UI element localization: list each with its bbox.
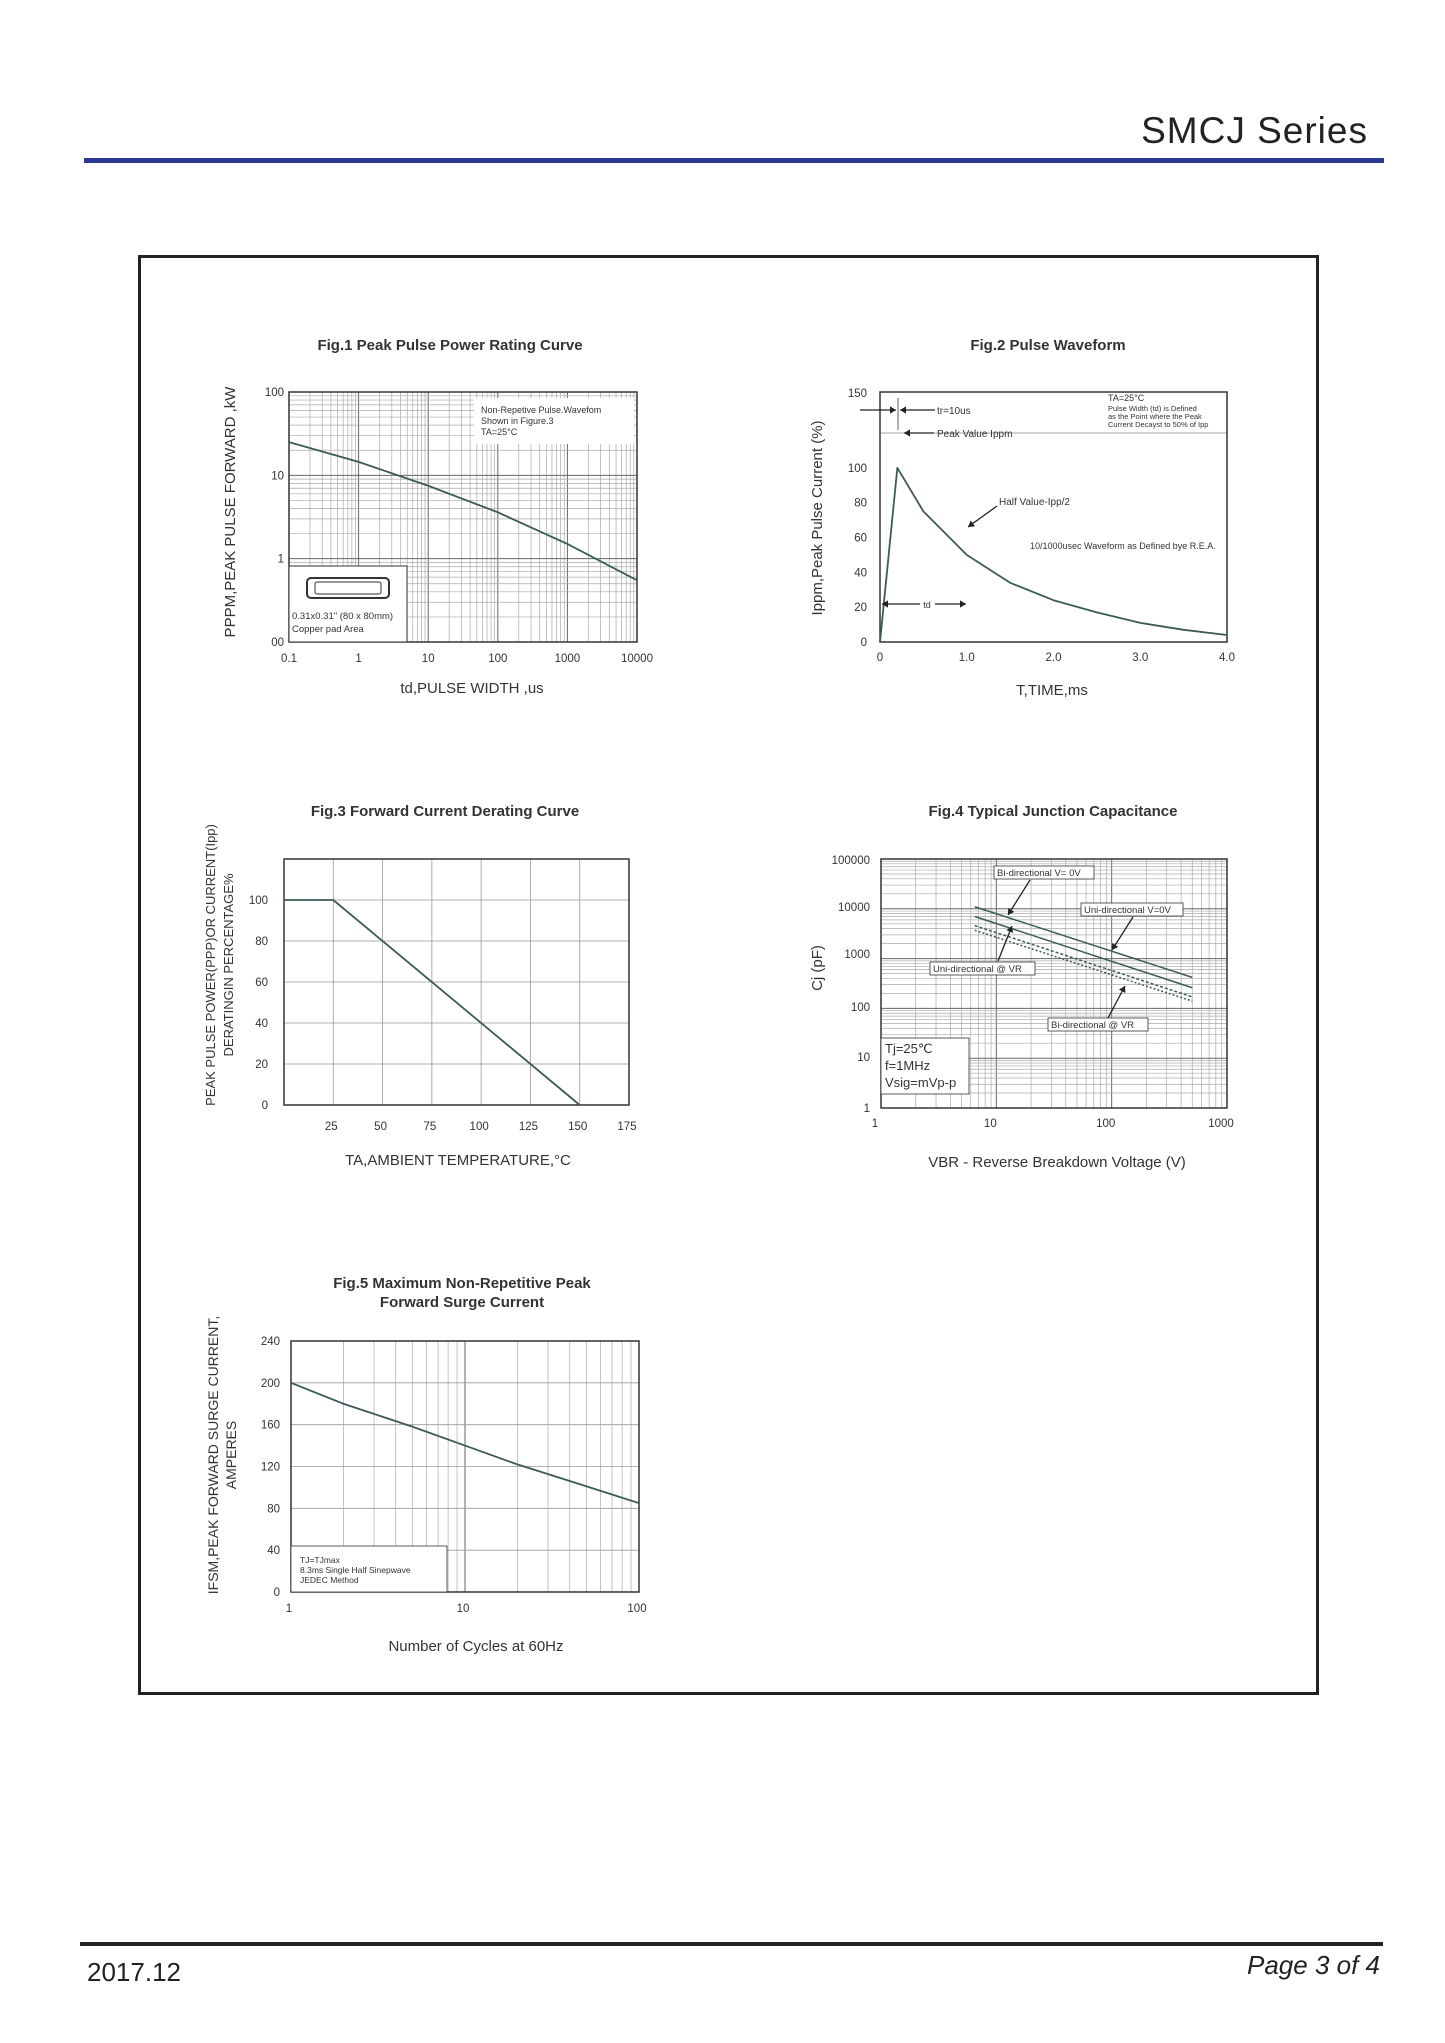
footer-date: 2017.12 bbox=[87, 1957, 181, 1987]
fig4-x-tick: 10 bbox=[983, 1118, 997, 1130]
fig5-annotation: 8.3ms Single Half Sinepwave bbox=[300, 1565, 411, 1575]
fig3-x-tick: 175 bbox=[617, 1121, 637, 1133]
plot-frame bbox=[880, 392, 1227, 642]
fig2-y-tick: 150 bbox=[847, 388, 867, 400]
fig4-annotation: f=1MHz bbox=[885, 1058, 931, 1073]
fig2-x-tick: 2.0 bbox=[1045, 652, 1062, 664]
page-number: Page 3 of 4 bbox=[1247, 1950, 1380, 1980]
fig4-y-label: Cj (pF) bbox=[809, 945, 826, 991]
fig5-title: Fig.5 Maximum Non-Repetitive Peak bbox=[333, 1275, 591, 1292]
fig4-legend-label: Bi-directional V= 0V bbox=[997, 868, 1081, 879]
fig3-y-tick: 40 bbox=[255, 1018, 268, 1030]
fig2-title: Fig.2 Pulse Waveform bbox=[970, 337, 1126, 354]
fig1-chart bbox=[222, 337, 653, 697]
fig1-annotation: Shown in Figure.3 bbox=[481, 416, 554, 426]
tr-arrow-left-head bbox=[890, 406, 896, 413]
fig4-title: Fig.4 Typical Junction Capacitance bbox=[928, 803, 1178, 820]
fig5-y-tick: 0 bbox=[273, 1587, 280, 1599]
fig4-y-tick: 10 bbox=[857, 1052, 870, 1064]
fig4-y-tick: 1 bbox=[863, 1103, 870, 1115]
fig4-series-line bbox=[975, 917, 1193, 988]
fig3-y-tick: 0 bbox=[261, 1100, 268, 1112]
fig2-annotation: tr=10us bbox=[937, 406, 971, 417]
fig5-y-label: AMPERES bbox=[223, 1420, 239, 1490]
fig3-title: Fig.3 Forward Current Derating Curve bbox=[310, 803, 580, 820]
fig5-y-tick: 160 bbox=[260, 1419, 280, 1432]
fig4-x-tick: 1000 bbox=[1208, 1118, 1234, 1130]
fig3-y-tick: 100 bbox=[248, 895, 268, 907]
fig1-x-tick: 1000 bbox=[554, 653, 581, 665]
fig5-x-tick: 10 bbox=[456, 1603, 470, 1615]
fig4-x-label: VBR - Reverse Breakdown Voltage (V) bbox=[928, 1154, 1186, 1171]
fig5-y-tick: 80 bbox=[267, 1503, 280, 1516]
fig5-title: Forward Surge Current bbox=[379, 1294, 545, 1311]
fig2-x-tick: 1.0 bbox=[958, 652, 975, 664]
tr-arrow-right-head bbox=[900, 406, 906, 413]
page-title: SMCJ Series bbox=[1141, 110, 1368, 151]
fig4-annotation: Tj=25℃ bbox=[885, 1041, 933, 1056]
fig5-y-tick: 40 bbox=[267, 1545, 280, 1558]
fig1-annotation: Non-Repetive Pulse.Wavefom bbox=[481, 405, 602, 415]
fig3-y-label: PEAK PULSE POWER(PPP)OR CURRENT(Ipp) bbox=[203, 824, 218, 1106]
footer-rule bbox=[80, 1942, 1383, 1946]
td-arrow-right-head bbox=[960, 600, 966, 607]
fig1-x-label: td,PULSE WIDTH ,us bbox=[400, 680, 544, 697]
fig1-annotation: TA=25°C bbox=[481, 427, 518, 437]
fig1-inset-label: Copper pad Area bbox=[292, 624, 364, 635]
fig3-y-tick: 80 bbox=[255, 936, 268, 948]
fig4-annotation: Vsig=mVp-p bbox=[885, 1075, 957, 1090]
fig1-inset-label: 0.31x0.31" (80 x 80mm) bbox=[292, 611, 394, 622]
fig5-x-tick: 100 bbox=[627, 1603, 647, 1615]
fig1-x-tick: 100 bbox=[488, 653, 508, 665]
fig3-x-tick: 150 bbox=[568, 1121, 588, 1133]
fig1-x-tick: 1 bbox=[355, 653, 362, 665]
fig4-y-tick: 100 bbox=[850, 1002, 870, 1014]
fig3-chart bbox=[203, 803, 637, 1169]
fig4-x-tick: 1 bbox=[871, 1118, 879, 1130]
fig5-annotation: JEDEC Method bbox=[300, 1575, 359, 1585]
fig2-x-tick: 3.0 bbox=[1132, 652, 1149, 664]
fig5-y-tick: 200 bbox=[260, 1377, 280, 1390]
fig2-y-tick: 20 bbox=[854, 602, 867, 615]
fig2-annotation: Current Decayst to 50% of Ipp bbox=[1108, 420, 1209, 429]
fig5-x-tick: 1 bbox=[285, 1603, 293, 1615]
copper-pad-icon bbox=[315, 582, 381, 594]
fig5-chart bbox=[205, 1275, 647, 1655]
fig2-annotation: Peak Value Ippm bbox=[937, 429, 1013, 440]
half-value-arrow-head bbox=[968, 521, 975, 527]
fig4-legend-label: Uni-directional V=0V bbox=[1084, 905, 1171, 916]
fig3-y-label: DERATINGIN PERCENTAGE% bbox=[221, 873, 236, 1057]
fig4-legend-label: Bi-directional @ VR bbox=[1051, 1020, 1135, 1031]
fig2-x-label: T,TIME,ms bbox=[1016, 682, 1088, 699]
peak-arrow-head bbox=[904, 429, 910, 436]
fig2-annotation: 10/1000usec Waveform as Defined bye R.E.A. bbox=[1030, 541, 1216, 551]
fig1-y-tick: 100 bbox=[264, 387, 284, 399]
fig3-x-tick: 75 bbox=[423, 1121, 437, 1133]
fig2-annotation: TA=25°C bbox=[1108, 393, 1145, 403]
fig5-y-label: IFSM,PEAK FORWARD SURGE CURRENT, bbox=[205, 1315, 221, 1595]
fig4-y-tick: 1000 bbox=[844, 949, 870, 961]
fig1-x-tick: 0.1 bbox=[281, 653, 297, 665]
fig1-y-tick: 10 bbox=[271, 470, 284, 483]
fig1-title: Fig.1 Peak Pulse Power Rating Curve bbox=[317, 337, 583, 354]
fig5-y-tick: 240 bbox=[260, 1336, 280, 1348]
fig3-x-label: TA,AMBIENT TEMPERATURE,°C bbox=[345, 1152, 571, 1169]
fig3-x-tick: 25 bbox=[324, 1121, 338, 1133]
fig4-y-tick: 10000 bbox=[838, 902, 870, 914]
fig1-series-line bbox=[289, 442, 637, 580]
fig3-y-tick: 60 bbox=[255, 977, 268, 989]
fig2-y-tick: 40 bbox=[854, 567, 867, 580]
fig2-chart bbox=[809, 337, 1235, 699]
fig2-y-tick: 80 bbox=[854, 497, 867, 510]
fig2-series-line bbox=[880, 468, 1227, 642]
fig2-x-tick: 4.0 bbox=[1219, 652, 1235, 664]
fig1-y-label: PPPM,PEAK PULSE FORWARD ,kW bbox=[222, 386, 239, 638]
fig5-annotation: TJ=TJmax bbox=[300, 1555, 340, 1565]
fig1-x-tick: 10000 bbox=[621, 653, 653, 665]
fig2-y-tick: 0 bbox=[860, 637, 867, 649]
fig2-annotation: Pulse Width (td) is Defined bbox=[1108, 404, 1197, 413]
fig2-annotation: as the Point where the Peak bbox=[1108, 412, 1202, 421]
fig3-x-tick: 125 bbox=[518, 1121, 539, 1133]
fig1-y-tick: 00 bbox=[271, 637, 284, 649]
fig1-x-tick: 10 bbox=[421, 653, 435, 665]
fig2-annotation: td bbox=[923, 600, 931, 610]
fig2-y-tick: 60 bbox=[854, 532, 867, 545]
fig1-y-tick: 1 bbox=[277, 553, 284, 566]
fig2-y-label: Ippm,Peak Pulse Current (%) bbox=[809, 420, 826, 616]
fig4-legend-label: Uni-directional @ VR bbox=[933, 964, 1022, 975]
fig2-y-tick: 100 bbox=[847, 462, 867, 475]
fig4-chart bbox=[809, 803, 1234, 1171]
fig2-x-tick: 0 bbox=[876, 652, 884, 664]
fig5-x-label: Number of Cycles at 60Hz bbox=[388, 1638, 564, 1655]
fig4-y-tick: 100000 bbox=[831, 855, 870, 867]
fig2-annotation: Half Value-Ipp/2 bbox=[999, 497, 1070, 508]
fig3-x-tick: 50 bbox=[374, 1121, 387, 1133]
fig5-y-tick: 120 bbox=[260, 1461, 280, 1474]
fig3-x-tick: 100 bbox=[469, 1121, 489, 1133]
fig3-y-tick: 20 bbox=[255, 1059, 268, 1071]
fig4-x-tick: 100 bbox=[1096, 1118, 1116, 1130]
